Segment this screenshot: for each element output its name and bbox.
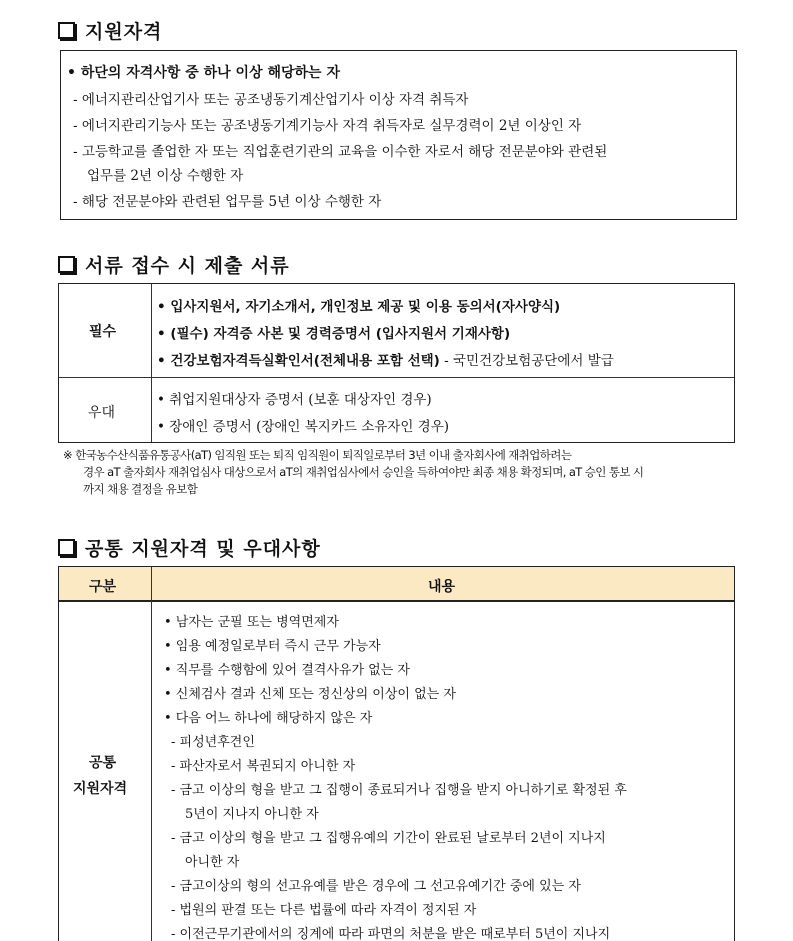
eligibility-box: [60, 50, 737, 220]
section-title-text: 공통 지원자격 및 우대사항: [85, 538, 321, 560]
row-label-line: 공통: [89, 755, 117, 771]
preferred-item: • 장애인 증명서 (장애인 복지카드 소유자인 경우): [157, 419, 450, 435]
preferred-label: 우대: [88, 405, 116, 421]
row-label-line: 지원자격: [73, 781, 128, 797]
table-header: [59, 567, 734, 602]
common-item: • 임용 예정일로부터 즉시 근무 가능자: [164, 639, 381, 654]
common-eligibility-table: [58, 566, 735, 941]
eligibility-item: - 해당 전문분야와 관련된 업무를 5년 이상 수행한 자: [73, 194, 382, 210]
common-subitem: - 금고이상의 형의 선고유예를 받은 경우에 그 선고유예기간 중에 있는 자: [171, 879, 581, 894]
documents-table: [58, 283, 735, 443]
common-subitem-cont: 아니한 자: [185, 855, 240, 870]
header-category: 구분: [89, 579, 117, 595]
common-item: • 신체검사 결과 신체 또는 정신상의 이상이 없는 자: [164, 687, 456, 702]
required-label: 필수: [89, 324, 117, 340]
section-title-eligibility: [58, 17, 162, 44]
section-title-text: 지원자격: [85, 21, 163, 43]
common-subitem: - 파산자로서 복권되지 아니한 자: [171, 759, 356, 774]
note-line: 경우 aT 출자회사 재취업심사 대상으로서 aT의 재취업심사에서 승인을 득하여야만 최종 채용 확정되며, aT 승인 통보 시: [83, 465, 644, 479]
common-item: • 다음 어느 하나에 해당하지 않은 자: [164, 711, 373, 726]
checkbox-square-icon: [58, 539, 75, 556]
documents-note: [63, 447, 643, 498]
required-item-health-suffix: - 국민건강보험공단에서 발급: [444, 353, 614, 369]
required-item-health: [157, 349, 614, 369]
common-subitem: - 피성년후견인: [171, 735, 255, 750]
note-line: 까지 채용 결정을 유보함: [83, 482, 198, 496]
common-subitem-cont: 5년이 지나지 아니한 자: [185, 807, 319, 822]
required-item: • (필수) 자격증 사본 및 경력증명서 (입사지원서 기재사항): [157, 326, 511, 342]
section-title-documents: [58, 251, 290, 278]
eligibility-item: - 고등학교를 졸업한 자 또는 직업훈련기관의 교육을 이수한 자로서 해당 전문분야와 관련된: [73, 144, 608, 160]
section-title-text: 서류 접수 시 제출 서류: [85, 255, 290, 277]
common-subitem: - 금고 이상의 형을 받고 그 집행이 종료되거나 집행을 받지 아니하기로 확정된 후: [171, 783, 627, 798]
common-subitem: - 이전근무기관에서의 징계에 따라 파면의 처분을 받은 때로부터 5년이 지나지: [171, 927, 611, 941]
eligibility-item: 업무를 2년 이상 수행한 자: [87, 168, 244, 184]
header-content: 내용: [428, 579, 456, 595]
common-item: • 직무를 수행함에 있어 결격사유가 없는 자: [164, 663, 410, 678]
preferred-item: • 취업지원대상자 증명서 (보훈 대상자인 경우): [157, 392, 432, 408]
section-title-common: [58, 534, 321, 561]
eligibility-item: - 에너지관리산업기사 또는 공조냉동기계산업기사 이상 자격 취득자: [73, 92, 469, 108]
common-item: • 남자는 군필 또는 병역면제자: [164, 615, 339, 630]
required-item-health-text: • 건강보험자격득실확인서(전체내용 포함 선택): [157, 353, 440, 369]
common-subitem: - 법원의 판결 또는 다른 법률에 따라 자격이 정지된 자: [171, 903, 477, 918]
checkbox-square-icon: [58, 22, 75, 39]
common-subitem: - 금고 이상의 형을 받고 그 집행유예의 기간이 완료된 날로부터 2년이 지나지: [171, 831, 606, 846]
eligibility-heading: • 하단의 자격사항 중 하나 이상 해당하는 자: [67, 65, 340, 81]
required-item: • 입사지원서, 자기소개서, 개인정보 제공 및 이용 동의서(자사양식): [157, 299, 561, 315]
checkbox-square-icon: [58, 256, 75, 273]
eligibility-item: - 에너지관리기능사 또는 공조냉동기계기능사 자격 취득자로 실무경력이 2년 이상인 자: [73, 118, 582, 134]
note-line: ※ 한국농수산식품유통공사(aT) 임직원 또는 퇴직 임직원이 퇴직일로부터 3년 이내 출자회사에 재취업하려는: [63, 448, 572, 462]
